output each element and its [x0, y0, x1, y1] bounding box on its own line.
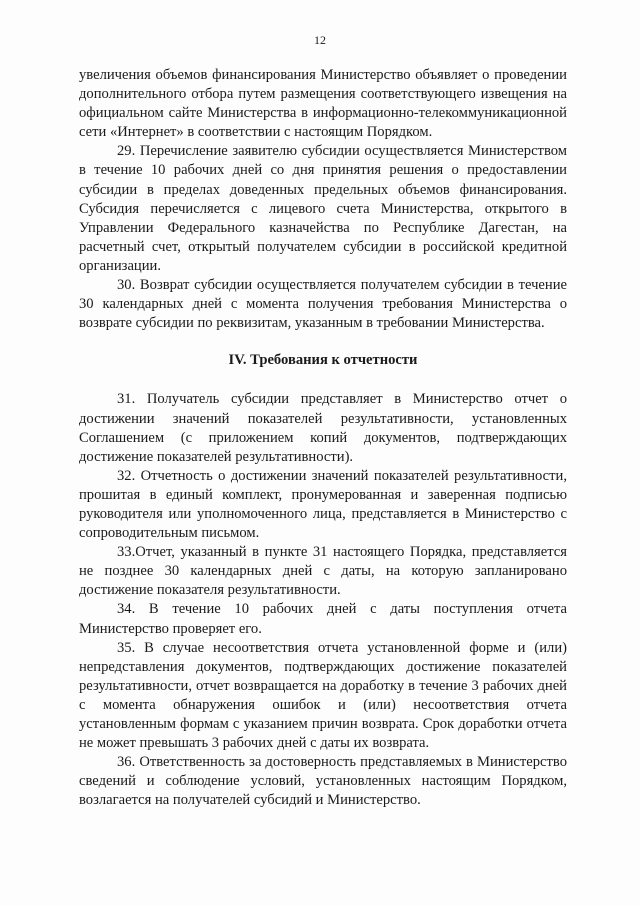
paragraph-33: 33.Отчет, указанный в пункте 31 настоящего Порядка, представляется не позднее 30 календарных дней с даты, на которую запланировано достижение показателя результативности. — [79, 544, 567, 599]
paragraph-34: 34. В течение 10 рабочих дней с даты поступления отчета Министерство проверяет его. — [79, 601, 567, 637]
paragraph-32: 32. Отчетность о достижении значений показателей результативности, прошитая в единый комплект, пронумерованная и заверенная подписью руководителя или уполномоченного лица, представляется в Министерство с сопроводительным письмом. — [79, 467, 567, 542]
paragraph-36: 36. Ответственность за достоверность представляемых в Министерство сведений и соблюдение условий, установленных настоящим Порядком, возлагается на получателей субсидий и Министерство. — [79, 754, 567, 809]
paragraph-29: 29. Перечисление заявителю субсидии осуществляется Министерством в течение 10 рабочих дней со дня принятия решения о предоставлении субсидии в пределах доведенных предельных объемов финансирования. Субсидия перечисляется с лицевого счета Министерства, открытого в Управлении Федерального казначейства по Республике Дагестан, на расчетный счет, открытый получателем субсидии в российской кредитной организации. — [79, 143, 567, 274]
page-number: 12 — [314, 33, 326, 47]
paragraph-31: 31. Получатель субсидии представляет в Министерство отчет о достижении значений показателей результативности, установленных Соглашением (с приложением копий документов, подтверждающих достижение показателей результативности). — [79, 391, 567, 465]
paragraph-30: 30. Возврат субсидии осуществляется получателем субсидии в течение 30 календарных дней с момента получения требования Министерства о возврате субсидии по реквизитам, указанным в требовании Министерства. — [79, 277, 567, 332]
paragraph-continuation: увеличения объемов финансирования Министерство объявляет о проведении дополнительного отбора путем размещения соответствующего извещения на официальном сайте Министерства в информационно-телекоммуникационной сети «Интернет» в соответствии с настоящим Порядком. — [79, 67, 567, 141]
section-heading: IV. Требования к отчетности — [228, 352, 418, 369]
document-body — [79, 66, 567, 810]
paragraph-35: 35. В случае несоответствия отчета установленной форме и (или) непредставления документов, подтверждающих достижение показателей результативности, отчет возвращается на доработку в течение 3 рабочих дней с момента обнаружения ошибок и (или) несоответствия отчета установленным формам с указанием причин возврата. Срок доработки отчета не может превышать 3 рабочих дней с даты их возврата. — [79, 639, 567, 752]
